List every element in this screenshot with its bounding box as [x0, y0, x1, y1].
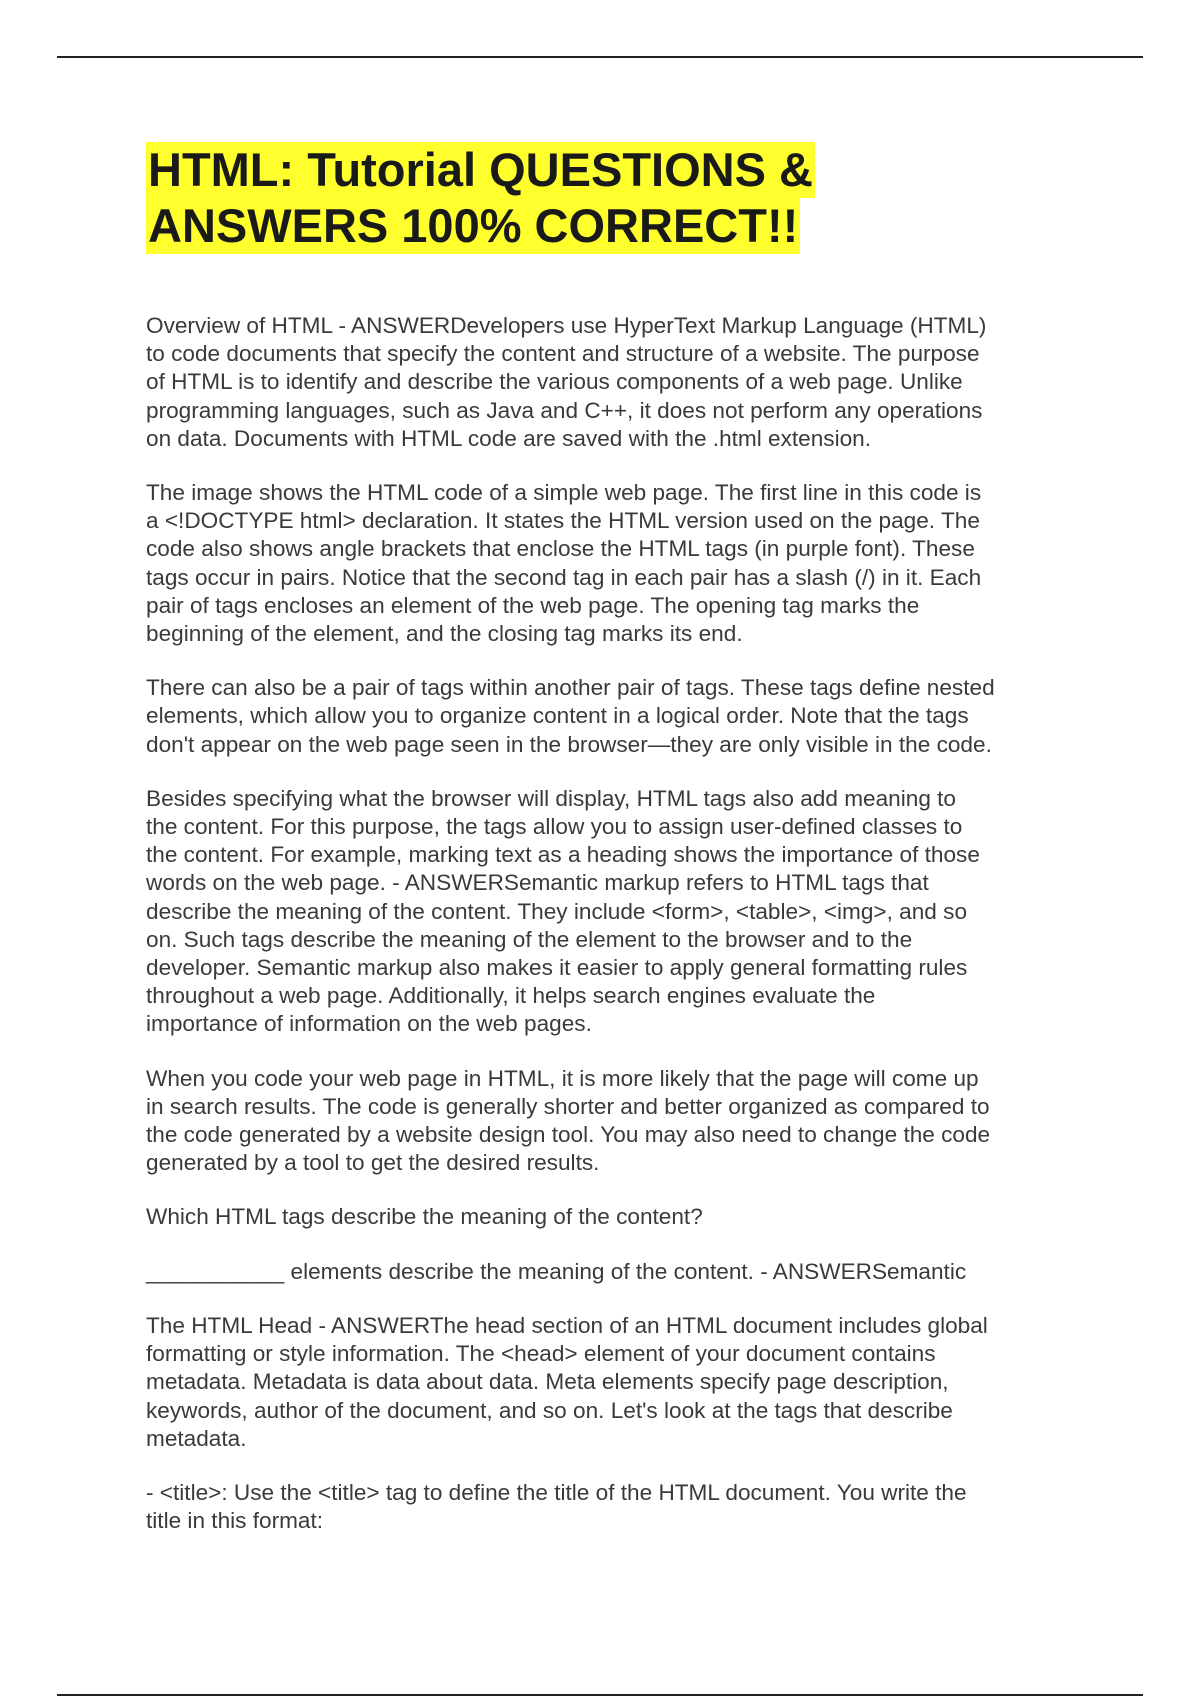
paragraph-image-code: The image shows the HTML code of a simple web page. The first line in this code is a <!DOCTYPE html> declaration. It states the HTML version used on the page. The code also shows angle brackets that enclose the HTML tags (in purple font). These tags occur in pairs. Notice that the second tag in each pair has a slash (/) in it. Each pair of tags encloses an element of the web page. The opening tag marks the beginning of the element, and the closing tag marks its end.	[146, 480, 982, 647]
top-rule	[57, 56, 1143, 58]
title-line-1: HTML: Tutorial QUESTIONS &	[148, 143, 813, 196]
paragraph-search-results: When you code your web page in HTML, it is more likely that the page will come up in search results. The code is generally shorter and better organized as compared to the code generated by a website design tool. You may also need to change the code generated by a tool to get the desired results.	[146, 1065, 991, 1176]
bottom-rule	[57, 1694, 1143, 1696]
paragraph-html-head: The HTML Head - ANSWERThe head section of an HTML document includes global formatting or style information. The <head> element of your document contains metadata. Metadata is data about data. Meta elements specify page description, keywords, author of the document, and so on. Let's look at the tags that describe metadata.	[146, 1312, 988, 1451]
paragraph-overview: Overview of HTML - ANSWERDevelopers use HyperText Markup Language (HTML) to code documents that specify the content and structure of a website. The purpose of HTML is to identify and describe the various components of a web page. Unlike programming languages, such as Java and C++, it does not perform any operations on data. Documents with HTML code are saved with the .html extension.	[146, 313, 987, 451]
paragraph-nested-tags: There can also be a pair of tags within another pair of tags. These tags define nested elements, which allow you to organize content in a logical order. Note that the tags don't appear on the web page seen in the browser—they are only visible in the code.	[146, 675, 995, 757]
paragraph-question: Which HTML tags describe the meaning of the content?	[146, 1204, 703, 1230]
title-line-2: ANSWERS 100% CORRECT!!	[148, 199, 799, 252]
document-title	[146, 142, 1046, 254]
paragraph-title-tag: - <title>: Use the <title> tag to define the title of the HTML document. You write the title in this format:	[146, 1479, 967, 1534]
document-body	[146, 312, 1066, 1561]
paragraph-fill-blank: ___________ elements describe the meaning of the content. - ANSWERSemantic	[146, 1258, 967, 1284]
paragraph-semantic-markup: Besides specifying what the browser will display, HTML tags also add meaning to the content. For this purpose, the tags allow you to assign user-defined classes to the content. For example, marking text as a heading shows the importance of those words on the web page. - ANSWERSemantic markup refers to HTML tags that describe the meaning of the content. They include <form>, <table>, <img>, and so on. Such tags describe the meaning of the element to the browser and to the developer. Semantic markup also makes it easier to apply general formatting rules throughout a web page. Additionally, it helps search engines evaluate the importance of information on the web pages.	[146, 785, 980, 1037]
